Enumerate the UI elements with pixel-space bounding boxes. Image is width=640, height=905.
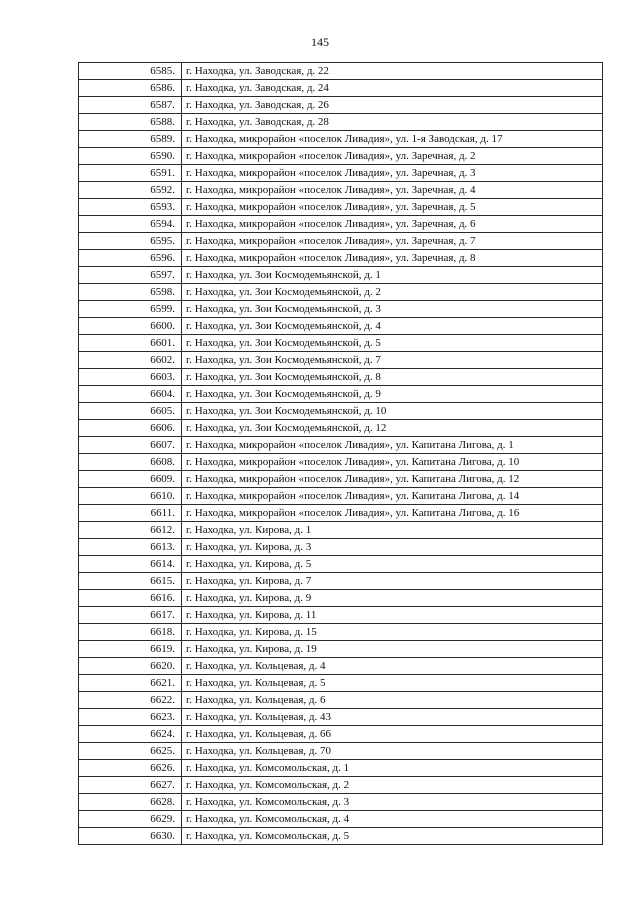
row-address: г. Находка, ул. Зои Космодемьянской, д. 4: [182, 318, 603, 335]
row-address: г. Находка, ул. Зои Космодемьянской, д. 5: [182, 335, 603, 352]
table-row: [79, 284, 603, 301]
row-number: 6604.: [79, 386, 182, 403]
table-row: [79, 114, 603, 131]
address-table: [78, 62, 603, 845]
row-number: 6607.: [79, 437, 182, 454]
table-row: [79, 607, 603, 624]
table-row: [79, 301, 603, 318]
row-address: г. Находка, микрорайон «поселок Ливадия», ул. Капитана Лигова, д. 16: [182, 505, 603, 522]
row-address: г. Находка, микрорайон «поселок Ливадия», ул. Заречная, д. 2: [182, 148, 603, 165]
row-number: 6612.: [79, 522, 182, 539]
row-number: 6621.: [79, 675, 182, 692]
table-row: [79, 811, 603, 828]
table-row: [79, 590, 603, 607]
row-number: 6626.: [79, 760, 182, 777]
table-row: [79, 624, 603, 641]
row-address: г. Находка, ул. Кирова, д. 7: [182, 573, 603, 590]
table-row: [79, 743, 603, 760]
row-number: 6630.: [79, 828, 182, 845]
row-address: г. Находка, ул. Зои Космодемьянской, д. 10: [182, 403, 603, 420]
row-number: 6622.: [79, 692, 182, 709]
row-address: г. Находка, микрорайон «поселок Ливадия», ул. Капитана Лигова, д. 12: [182, 471, 603, 488]
table-row: [79, 488, 603, 505]
row-number: 6605.: [79, 403, 182, 420]
table-row: [79, 471, 603, 488]
page-number: 145: [311, 35, 329, 49]
row-address: г. Находка, микрорайон «поселок Ливадия», ул. Заречная, д. 5: [182, 199, 603, 216]
row-number: 6627.: [79, 777, 182, 794]
row-number: 6613.: [79, 539, 182, 556]
row-address: г. Находка, микрорайон «поселок Ливадия», ул. 1-я Заводская, д. 17: [182, 131, 603, 148]
row-address: г. Находка, ул. Комсомольская, д. 4: [182, 811, 603, 828]
address-table-body: [79, 63, 603, 845]
table-row: [79, 131, 603, 148]
table-row: [79, 403, 603, 420]
row-address: г. Находка, ул. Кирова, д. 15: [182, 624, 603, 641]
row-address: г. Находка, ул. Зои Космодемьянской, д. 12: [182, 420, 603, 437]
table-row: [79, 267, 603, 284]
table-row: [79, 675, 603, 692]
table-row: [79, 335, 603, 352]
row-number: 6616.: [79, 590, 182, 607]
row-address: г. Находка, ул. Заводская, д. 24: [182, 80, 603, 97]
row-number: 6598.: [79, 284, 182, 301]
table-row: [79, 386, 603, 403]
row-number: 6601.: [79, 335, 182, 352]
row-address: г. Находка, ул. Кирова, д. 5: [182, 556, 603, 573]
row-address: г. Находка, ул. Кирова, д. 11: [182, 607, 603, 624]
row-address: г. Находка, микрорайон «поселок Ливадия», ул. Капитана Лигова, д. 1: [182, 437, 603, 454]
row-address: г. Находка, ул. Кирова, д. 19: [182, 641, 603, 658]
row-number: 6606.: [79, 420, 182, 437]
table-row: [79, 505, 603, 522]
row-address: г. Находка, ул. Заводская, д. 22: [182, 63, 603, 80]
row-address: г. Находка, ул. Кольцевая, д. 5: [182, 675, 603, 692]
row-number: 6623.: [79, 709, 182, 726]
row-number: 6588.: [79, 114, 182, 131]
row-address: г. Находка, микрорайон «поселок Ливадия», ул. Заречная, д. 8: [182, 250, 603, 267]
row-number: 6595.: [79, 233, 182, 250]
row-number: 6624.: [79, 726, 182, 743]
row-number: 6610.: [79, 488, 182, 505]
table-row: [79, 97, 603, 114]
table-row: [79, 148, 603, 165]
row-number: 6617.: [79, 607, 182, 624]
table-row: [79, 777, 603, 794]
row-number: 6590.: [79, 148, 182, 165]
table-row: [79, 794, 603, 811]
table-row: [79, 420, 603, 437]
table-row: [79, 539, 603, 556]
table-row: [79, 165, 603, 182]
row-number: 6629.: [79, 811, 182, 828]
row-number: 6608.: [79, 454, 182, 471]
row-address: г. Находка, ул. Кирова, д. 9: [182, 590, 603, 607]
table-row: [79, 216, 603, 233]
table-row: [79, 709, 603, 726]
row-number: 6589.: [79, 131, 182, 148]
table-row: [79, 726, 603, 743]
row-address: г. Находка, ул. Кольцевая, д. 6: [182, 692, 603, 709]
row-address: г. Находка, микрорайон «поселок Ливадия», ул. Заречная, д. 6: [182, 216, 603, 233]
table-row: [79, 233, 603, 250]
table-row: [79, 318, 603, 335]
row-number: 6618.: [79, 624, 182, 641]
row-number: 6625.: [79, 743, 182, 760]
row-number: 6620.: [79, 658, 182, 675]
table-row: [79, 573, 603, 590]
row-number: 6628.: [79, 794, 182, 811]
table-row: [79, 437, 603, 454]
table-row: [79, 556, 603, 573]
row-number: 6593.: [79, 199, 182, 216]
table-row: [79, 692, 603, 709]
table-row: [79, 454, 603, 471]
table-row: [79, 80, 603, 97]
row-number: 6614.: [79, 556, 182, 573]
row-number: 6603.: [79, 369, 182, 386]
table-row: [79, 641, 603, 658]
row-number: 6600.: [79, 318, 182, 335]
row-address: г. Находка, ул. Кольцевая, д. 4: [182, 658, 603, 675]
row-address: г. Находка, микрорайон «поселок Ливадия», ул. Заречная, д. 3: [182, 165, 603, 182]
row-number: 6602.: [79, 352, 182, 369]
row-number: 6596.: [79, 250, 182, 267]
row-address: г. Находка, микрорайон «поселок Ливадия», ул. Капитана Лигова, д. 10: [182, 454, 603, 471]
row-address: г. Находка, ул. Комсомольская, д. 3: [182, 794, 603, 811]
row-number: 6599.: [79, 301, 182, 318]
table-row: [79, 63, 603, 80]
row-number: 6609.: [79, 471, 182, 488]
table-row: [79, 199, 603, 216]
row-address: г. Находка, микрорайон «поселок Ливадия», ул. Капитана Лигова, д. 14: [182, 488, 603, 505]
row-address: г. Находка, ул. Кольцевая, д. 43: [182, 709, 603, 726]
row-address: г. Находка, ул. Заводская, д. 26: [182, 97, 603, 114]
table-row: [79, 369, 603, 386]
row-number: 6586.: [79, 80, 182, 97]
row-number: 6611.: [79, 505, 182, 522]
row-address: г. Находка, микрорайон «поселок Ливадия», ул. Заречная, д. 7: [182, 233, 603, 250]
row-address: г. Находка, ул. Зои Космодемьянской, д. 8: [182, 369, 603, 386]
table-row: [79, 760, 603, 777]
row-address: г. Находка, ул. Комсомольская, д. 2: [182, 777, 603, 794]
row-address: г. Находка, ул. Комсомольская, д. 1: [182, 760, 603, 777]
table-row: [79, 522, 603, 539]
row-address: г. Находка, ул. Кирова, д. 3: [182, 539, 603, 556]
row-address: г. Находка, ул. Кирова, д. 1: [182, 522, 603, 539]
table-row: [79, 250, 603, 267]
row-number: 6615.: [79, 573, 182, 590]
row-number: 6587.: [79, 97, 182, 114]
row-address: г. Находка, ул. Зои Космодемьянской, д. 1: [182, 267, 603, 284]
row-address: г. Находка, ул. Кольцевая, д. 70: [182, 743, 603, 760]
row-address: г. Находка, ул. Зои Космодемьянской, д. 3: [182, 301, 603, 318]
row-address: г. Находка, ул. Зои Космодемьянской, д. 2: [182, 284, 603, 301]
row-address: г. Находка, ул. Зои Космодемьянской, д. 7: [182, 352, 603, 369]
row-address: г. Находка, ул. Заводская, д. 28: [182, 114, 603, 131]
table-row: [79, 828, 603, 845]
row-number: 6594.: [79, 216, 182, 233]
row-number: 6592.: [79, 182, 182, 199]
table-row: [79, 658, 603, 675]
row-address: г. Находка, ул. Кольцевая, д. 66: [182, 726, 603, 743]
row-number: 6585.: [79, 63, 182, 80]
row-number: 6619.: [79, 641, 182, 658]
row-number: 6591.: [79, 165, 182, 182]
row-address: г. Находка, ул. Комсомольская, д. 5: [182, 828, 603, 845]
table-row: [79, 182, 603, 199]
row-address: г. Находка, микрорайон «поселок Ливадия», ул. Заречная, д. 4: [182, 182, 603, 199]
row-address: г. Находка, ул. Зои Космодемьянской, д. 9: [182, 386, 603, 403]
table-row: [79, 352, 603, 369]
row-number: 6597.: [79, 267, 182, 284]
